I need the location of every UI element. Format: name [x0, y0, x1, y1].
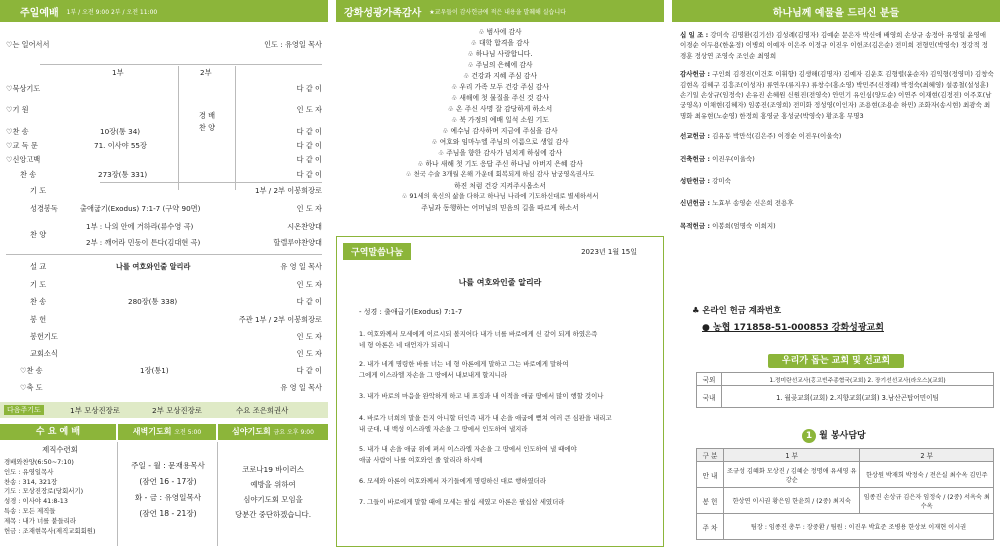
- dawn-line: 주일 - 월 : 문재용목사: [131, 461, 205, 470]
- order-leader: 다 같 이: [296, 366, 322, 375]
- thanks-item: 주님과 동행하는 어머님의 믿음의 길을 따르게 하소서: [421, 204, 579, 212]
- missions-value: 1.정미란선교사(홍고빈주종협국(교회) 2. 장기선선교사(라오스)(교회): [722, 373, 994, 386]
- duty-key: 주 차: [697, 514, 724, 540]
- verse-line: 5. 내가 내 손을 애굽 위에 펴서 이스라엘 자손을 그 땅에서 인도하여 낼 때에야: [359, 445, 577, 453]
- thanks-subtitle: ★교우들이 감사헌금에 적은 내용을 발췌해 실습니다: [429, 8, 566, 16]
- stand-legend: ♡는 일어서서: [6, 40, 50, 49]
- duty-header: 구 분: [697, 449, 724, 462]
- duty-row: [697, 462, 994, 488]
- duty-service2: 임종진 손상규 김은자 임정숙 / (2중) 서옥숙 최수옥: [860, 488, 994, 514]
- worship-order-panel: [0, 0, 328, 547]
- divider: [100, 182, 322, 183]
- thanks-list: [336, 26, 664, 232]
- order-leader: 할렐루야찬양대: [273, 238, 322, 247]
- verse-line: 4. 바로가 너희의 말을 듣지 아니할 터인즉 내가 내 손을 애굽에 뻗쳐 여러 큰 심판을 내리고: [359, 414, 612, 422]
- thanks-item: ♧ 북 가정의 예배 일석 소원 기도: [451, 116, 549, 124]
- thanks-item: ♧ 91세의 육신의 삶을 다하고 하나님 나라에 기도하신대로 별세하셔서: [401, 192, 599, 200]
- divider: [117, 442, 118, 546]
- offering-names: 노효부 송영순 신은희 전용후: [712, 199, 794, 208]
- night-prayer-time: 금요 오후 9:00: [273, 429, 314, 436]
- order-label: 성경봉독: [30, 204, 58, 213]
- order-label: ♡찬 송: [20, 366, 43, 375]
- order-leader: 다 같 이: [296, 84, 322, 93]
- order-leader: 인 도 자: [296, 280, 322, 289]
- order-leader: 다 같 이: [296, 127, 322, 136]
- night-line: 예방을 위하여: [250, 480, 296, 489]
- wed-line: 인도 : 유영일목사: [4, 467, 54, 476]
- missions-row: [697, 373, 994, 386]
- account-number: ● 농협 171858-51-000853 강화성광교회: [702, 323, 884, 333]
- wed-line: 제목 : 내가 너를 붙들리라: [4, 516, 77, 525]
- duty-title: 월 봉사담당: [819, 431, 866, 441]
- night-line: 심야기도회 모임을: [243, 495, 303, 504]
- wed-line: 헌금 : 조재현목사(제직교회회원): [4, 526, 96, 535]
- order-content: 280장(통 338): [128, 297, 178, 306]
- worship-times: 1부 / 오전 9:00 2부 / 오전 11:00: [66, 8, 158, 16]
- order-label: 기 도: [30, 280, 47, 289]
- wed-line: 찬송 : 314, 321장: [4, 477, 58, 486]
- order-leader: 인 도 자: [296, 332, 322, 341]
- thanks-item: ♧ 주님을 향한 감사가 넘치게 하심에 감사: [437, 149, 563, 157]
- order-content: 1장(통1): [140, 366, 169, 375]
- order-label: 봉헌기도: [30, 332, 58, 341]
- offering-label: 선교헌금 :: [680, 132, 710, 141]
- duty-header-row: [697, 449, 994, 462]
- duty-heading: [802, 428, 866, 443]
- verse-line: 3. 내가 바로의 마음을 완악하게 하고 내 표징과 내 이적을 애굽 땅에서 많이 행할 것이나: [359, 392, 604, 400]
- night-line: 코로나19 바이러스: [242, 465, 304, 474]
- wed-line: 기도 : 모상진장로(당회서기): [4, 487, 84, 496]
- next-week-service2: 2부 모상진장로: [152, 406, 202, 415]
- dawn-line: (잠언 16 - 17장): [139, 477, 197, 486]
- verse-line: 애굽 사람이 나를 여호와인 줄 알리라 하시매: [359, 456, 483, 464]
- wed-service-title: 수 요 예 배: [0, 424, 116, 440]
- offering-label: 감사헌금 :: [680, 70, 710, 79]
- dawn-line: 화 - 금 : 유영일목사: [134, 493, 202, 502]
- order-label: ♡묵상기도: [6, 84, 41, 93]
- thanks-item: ♧ 하나 새해 첫 기도 응답 주신 하나님 아버지 은혜 감사: [417, 160, 583, 168]
- order-label: ♡기 원: [6, 105, 29, 114]
- praise-line-2: 찬 양: [198, 123, 216, 132]
- offering-names: 강미숙: [712, 177, 731, 186]
- divider: [6, 254, 322, 255]
- sunday-worship-header: [0, 0, 328, 22]
- divider: [40, 64, 322, 65]
- order-leader: 인 도 자: [296, 204, 322, 213]
- offering-names: 이봉희(엄명숙 이희지): [712, 221, 776, 230]
- missions-key: 국내: [697, 386, 722, 408]
- night-prayer-title: 심야기도회: [232, 427, 271, 436]
- offering-label: 성탄헌금 :: [680, 177, 710, 186]
- duty-table: [696, 448, 994, 540]
- praise-block: [180, 110, 234, 134]
- dawn-line: (잠언 18 - 21장): [139, 509, 197, 518]
- offering-label: 신년헌금 :: [680, 199, 710, 208]
- offering-tithe: [680, 30, 994, 61]
- order-content: 출애굽기(Exodus) 7:1-7 (구약 90면): [80, 204, 201, 213]
- thanks-panel: [336, 0, 664, 547]
- offering-newyear: [680, 198, 994, 208]
- order-label: 기 도: [30, 186, 47, 195]
- worship-leader: 인도 : 유영일 목사: [264, 40, 322, 49]
- thanks-item: ♧ 우리 가족 모두 건강 주심 감사: [451, 83, 549, 91]
- thanks-item: ♧ 새해에 첫 물질을 주신 것 감사: [451, 94, 549, 102]
- verse-line: 내 군대, 내 백성 이스라엘 자손을 그 땅에서 인도하여 낼지라: [359, 425, 528, 433]
- col-service-2: 2부: [200, 68, 212, 77]
- duty-service1: 한상연 이시권 황은임 한윤희 / (2중) 최지숙: [724, 488, 860, 514]
- dawn-prayer-body: [120, 458, 216, 522]
- wed-line: 경배와찬양(6:50~7:10): [4, 458, 74, 466]
- offerings-list: [680, 30, 994, 231]
- dawn-prayer-time: 오전 5:00: [174, 429, 202, 436]
- next-week-wednesday: 수요 조은희권사: [236, 406, 289, 415]
- offerings-panel: [672, 0, 1000, 547]
- sermon-title: 나를 여호와인줄 알리라: [116, 262, 191, 271]
- offering-label: 건축헌금 :: [680, 154, 710, 163]
- duty-header: 1 부: [724, 449, 860, 462]
- wed-subtitle: 제직수련회: [42, 445, 78, 454]
- order-leader: 유 영 일 목사: [280, 383, 322, 392]
- order-content: 1부 : 나의 안에 거하라(류수영 곡): [86, 222, 194, 231]
- order-content: 2부 : 깨어라 민동이 튼다(김대현 곡): [86, 238, 201, 247]
- divider: [178, 66, 179, 190]
- order-leader: 유 영 일 목사: [280, 262, 322, 271]
- missions-key: 국외: [697, 373, 722, 386]
- order-content: 10장(통 34): [100, 127, 141, 136]
- wed-line: 특송 : 모든 제직들: [4, 506, 56, 515]
- wed-service-body: [4, 444, 116, 536]
- offerings-title: 하나님께 예물을 드리신 분들: [772, 7, 900, 19]
- night-line: 당분간 중단하겠습니다.: [234, 510, 312, 519]
- duty-header: 2 부: [860, 449, 994, 462]
- duty-service2: 한상원 박재희 박정숙 / 전은실 최수옥 김민주: [860, 462, 994, 488]
- bible-study-heading: 나를 여호와인줄 알리라: [458, 278, 542, 287]
- order-leader: 인 도 자: [296, 349, 322, 358]
- order-label: 찬 송: [20, 170, 37, 179]
- thanks-item: ♧ 천국 수술 3개월 온해 가운데 회복되게 하심 감사 남궁영옥권사도: [405, 170, 595, 178]
- col-service-1: 1부: [112, 68, 124, 77]
- order-content: 71. 이사야 55장: [94, 141, 147, 150]
- offerings-header: [672, 0, 1000, 22]
- order-content: 273장(통 331): [98, 170, 148, 179]
- offering-christmas: [680, 176, 994, 186]
- next-week-service1: 1부 모상진장로: [70, 406, 120, 415]
- bible-study-scripture: - 성경 : 출애굽기(Exodus) 7:1-7: [359, 308, 463, 316]
- order-leader: 다 같 이: [296, 297, 322, 306]
- missions-title: 우리가 돕는 교회 및 선교회: [768, 354, 904, 368]
- offering-names: 구인희 김경진(이건호 이휘향) 김생해(김명자) 김예자 김운호 김형렬(윤순자) 김익형(정영미) 김창숙 김현옥 김혜구 김흥조(이성자) 류연우(류지우) 류창수(홍소영) 박민주(신경례) 박정숙(최혜영) 설종철(설성훈) 손기일 손상규(임정숙) 손유진 손혜원 신원진(전영숙) 안민기 유인심(양도순) 이연주 이재현(김정진) 이주호(남궁영옥) 이채현(김혜자) 임종진(조영희) 전미화 정성영(이인자) 조용현(조용순 하민) 조화자(송시현) 최광숙 최명화 최유현(노순영) 한정희 홍영균 홍성균(박영숙) 황조홍 무명3: [680, 70, 994, 120]
- verse-line: 그에게 이스라엘 자손을 그 땅에서 내보내게 할지니라: [359, 371, 508, 379]
- offering-mission: [680, 131, 994, 141]
- wed-line: 성경 : 이사야 41:8-13: [4, 497, 68, 506]
- praise-line-1: 경 배: [198, 111, 216, 120]
- dawn-prayer-header: [118, 424, 216, 440]
- night-prayer-header: [218, 424, 328, 440]
- duty-month: 1: [802, 429, 816, 443]
- offering-names: 이진우(이울숙): [712, 154, 755, 163]
- order-leader: 다 같 이: [296, 155, 322, 164]
- verse-line: 7. 그들이 바로에게 말할 때에 모세는 팔십 세였고 아론은 팔십삼 세였더라: [359, 498, 565, 506]
- offering-label: 십 일 조 :: [680, 31, 709, 39]
- bible-study-date: 2023년 1월 15일: [581, 248, 637, 256]
- order-label: 봉 헌: [30, 315, 47, 324]
- next-week-bar: [0, 402, 328, 418]
- sunday-worship-title: 주일예배: [20, 7, 59, 19]
- thanks-item: ♧ 건강과 지혜 주심 감사: [463, 72, 537, 80]
- offering-thanks: [680, 69, 994, 121]
- verse-line: 1. 여호와께서 모세에게 이르시되 볼지어다 내가 너를 바로에게 신 같이 되게 하였은즉: [359, 330, 598, 338]
- offering-purpose: [680, 221, 994, 231]
- order-leader: 시온찬양대: [287, 222, 322, 231]
- order-label: ♡축 도: [20, 383, 43, 392]
- thanks-item: ♧ 주님의 은혜에 감사: [467, 61, 533, 69]
- offering-label: 목적헌금 :: [680, 221, 710, 230]
- order-label: 교회소식: [30, 349, 58, 358]
- missions-value: 1. 월곶교회(교회) 2.지향교회(교회) 3.남산곤탑어민이팀: [722, 386, 994, 408]
- order-label: 찬 송: [30, 297, 47, 306]
- bible-study-box: [336, 236, 664, 547]
- order-leader: 인 도 자: [296, 105, 322, 114]
- offering-building: [680, 154, 994, 164]
- duty-row: [697, 514, 994, 540]
- divider: [235, 66, 236, 190]
- night-prayer-body: [220, 462, 326, 522]
- thanks-item: ♧ 예수님 감사하며 지금에 주심을 감사: [442, 127, 558, 135]
- thanks-item: ♧ 범사에 감사: [478, 28, 522, 36]
- thanks-item: ♧ 하나님 사랑합니다.: [467, 50, 533, 58]
- thanks-item: 하진 처럼 건강 지켜주시옵소서: [454, 182, 546, 190]
- order-label: ♡찬 송: [6, 127, 29, 136]
- divider: [217, 442, 218, 546]
- offering-names: 김유동 박만석(김은주) 이경순 이진우(이울숙): [712, 132, 842, 141]
- order-label: ♡신앙고백: [6, 155, 41, 164]
- dawn-prayer-title: 새벽기도회: [132, 427, 172, 436]
- verse-line: 2. 내가 네게 명령한 바를 너는 네 형 아론에게 말하고 그는 바로에게 말하여: [359, 360, 569, 368]
- order-leader: 주관 1부 / 2부 이봉희장로: [238, 315, 322, 324]
- thanks-item: ♧ 여호와 임마누엘 주님의 이름으로 생일 감사: [431, 138, 569, 146]
- duty-service1: 조규성 김혜화 모상진 / 김혜순 정명애 유세영 유강순: [724, 462, 860, 488]
- thanks-item: ♧ 온 주신 사명 잘 감당하게 하소서: [447, 105, 553, 113]
- next-week-label: 다음주기도: [4, 405, 44, 415]
- order-label: 설 교: [30, 262, 47, 271]
- duty-row: [697, 488, 994, 514]
- account-title: ♣ 온라인 헌금 계좌번호: [692, 305, 782, 315]
- missions-row: [697, 386, 994, 408]
- missions-table: [696, 372, 994, 408]
- order-leader: 다 같 이: [296, 170, 322, 179]
- order-label: ♡교 독 문: [6, 141, 38, 150]
- thanks-title: 강화성광가족감사: [344, 7, 422, 19]
- verse-line: 6. 모세와 아론이 여호와께서 자기들에게 명령하신 대로 행하였더라: [359, 477, 546, 485]
- thanks-item: ♧ 대학 합격을 감사: [470, 39, 530, 47]
- order-content: 1부 / 2부 이봉희장로: [254, 186, 322, 195]
- thanks-header: [336, 0, 664, 22]
- duty-key: 봉 헌: [697, 488, 724, 514]
- bible-study-title: 구역말씀나눔: [343, 243, 411, 260]
- offering-names: 강미숙 김명환(김기선) 김성례(김명자) 김예순 문은자 박신애 배영희 손상규 송정아 유영일 윤영애 이경순 이두용(한윤정) 이병희 이예자 이은주 이정규 이진우 이헌조(김은순) 전미희 전형민(박영숙) 정강적 정경훈 정상연 조영숙 조인순 최영희: [680, 31, 988, 60]
- order-label: 찬 양: [30, 230, 47, 239]
- duty-parking: 팀장 : 임종진 총무 : 장중환 / 팀원 : 이진우 박효준 조병용 한상보 이재현 이시권: [724, 514, 994, 540]
- duty-key: 안 내: [697, 462, 724, 488]
- verse-line: 네 형 아론은 네 대언자가 되리니: [359, 341, 450, 349]
- order-leader: 다 같 이: [296, 141, 322, 150]
